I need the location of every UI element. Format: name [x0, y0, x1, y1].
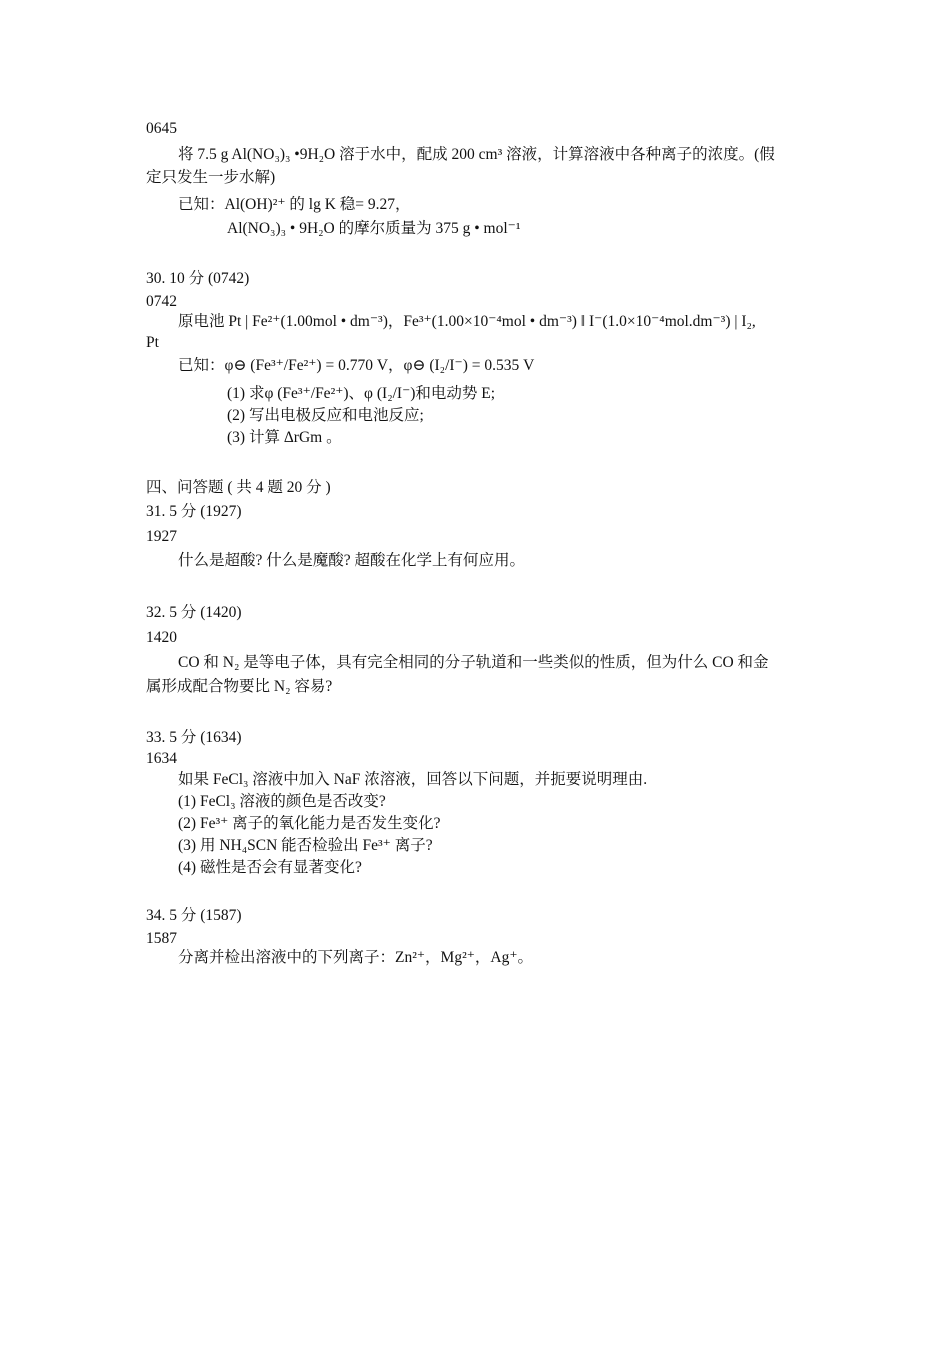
q33-subq1: (1) FeCl₃ 溶液的颜色是否改变? [178, 793, 386, 810]
q31-heading: 31. 5 分 (1927) [146, 503, 242, 520]
q32-heading: 32. 5 分 (1420) [146, 604, 242, 621]
q33-code: 1634 [146, 750, 177, 767]
q30-cell-line1: 原电池 Pt | Fe²⁺(1.00mol • dm⁻³)，Fe³⁺(1.00×10⁻⁴mol • dm⁻³) ‖ I⁻(1.0×10⁻⁴mol.dm⁻³) | I₂, [178, 313, 756, 330]
q34-code: 1587 [146, 930, 177, 947]
q30-subq2: (2) 写出电极反应和电池反应; [227, 407, 424, 424]
q0645-text-line2: 定只发生一步水解) [146, 169, 276, 186]
q32-text-line1: CO 和 N₂ 是等电子体，具有完全相同的分子轨道和一些类似的性质，但为什么 CO 和金 [178, 654, 769, 671]
q31-code: 1927 [146, 528, 177, 545]
q34-text: 分离并检出溶液中的下列离子：Zn²⁺，Mg²⁺，Ag⁺。 [178, 949, 534, 966]
q31-text: 什么是超酸? 什么是魔酸? 超酸在化学上有何应用。 [178, 552, 526, 569]
q32-code: 1420 [146, 629, 177, 646]
q34-heading: 34. 5 分 (1587) [146, 907, 242, 924]
q33-heading: 33. 5 分 (1634) [146, 729, 242, 746]
q30-cell-line2: Pt [146, 334, 159, 351]
q32-text-line2: 属形成配合物要比 N₂ 容易? [146, 678, 333, 695]
q30-subq3: (3) 计算 ΔrGm 。 [227, 429, 342, 446]
q0645-code: 0645 [146, 120, 177, 137]
q0645-known-line2: Al(NO₃)₃ • 9H₂O 的摩尔质量为 375 g • mol⁻¹ [227, 220, 521, 237]
q0645-text-line1: 将 7.5 g Al(NO₃)₃ •9H₂O 溶于水中，配成 200 cm³ 溶液，计算溶液中各种离子的浓度。(假 [178, 146, 775, 163]
q30-heading: 30. 10 分 (0742) [146, 270, 250, 287]
q33-subq2: (2) Fe³⁺ 离子的氧化能力是否发生变化? [178, 815, 441, 832]
q30-known: 已知：φ⊖ (Fe³⁺/Fe²⁺) = 0.770 V，φ⊖ (I₂/I⁻) = 0.535 V [178, 357, 535, 374]
q30-code: 0742 [146, 293, 177, 310]
q0645-known-line1: 已知：Al(OH)²⁺ 的 lg K 稳= 9.27， [178, 196, 411, 213]
q33-subq3: (3) 用 NH₄SCN 能否检验出 Fe³⁺ 离子? [178, 837, 433, 854]
q33-intro: 如果 FeCl₃ 溶液中加入 NaF 浓溶液，回答以下问题，并扼要说明理由. [178, 771, 648, 788]
q30-subq1: (1) 求φ (Fe³⁺/Fe²⁺)、φ (I₂/I⁻)和电动势 E; [227, 385, 496, 402]
section-4-heading: 四、问答题 ( 共 4 题 20 分 ) [146, 479, 331, 496]
q33-subq4: (4) 磁性是否会有显著变化? [178, 859, 362, 876]
